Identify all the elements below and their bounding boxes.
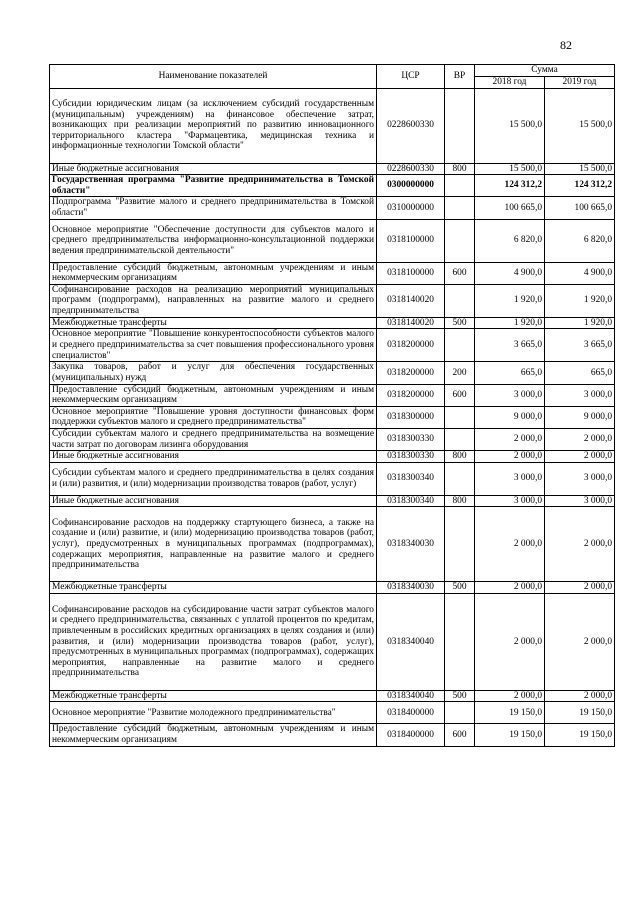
row-csr: 0228600330 bbox=[377, 163, 445, 175]
row-vr bbox=[445, 428, 475, 450]
row-name: Основное мероприятие "Повышение уровня доступности финансовых форм поддержки субъектов малого и среднего предпринимательства" bbox=[50, 406, 377, 428]
row-vr: 600 bbox=[445, 262, 475, 284]
row-sum-2019: 1 920,0 bbox=[545, 317, 615, 329]
table-row bbox=[50, 702, 615, 724]
row-vr: 500 bbox=[445, 317, 475, 329]
row-name: Субсидии субъектам малого и среднего предпринимательства на возмещение части затрат по договорам лизинга оборудования bbox=[50, 428, 377, 450]
row-name: Софинансирование расходов на поддержку стартующего бизнеса, а также на создание и (или) развитие, и (или) модернизацию производства товаров (работ, услуг), предусмотренных в муниципальных программах (подпрограммах), содержащих мероприятия, направленные на развитие малого и среднего предпринимательства bbox=[50, 507, 377, 582]
row-csr: 0310000000 bbox=[377, 197, 445, 219]
table-row bbox=[50, 507, 615, 582]
row-name: Межбюджетные трансферты bbox=[50, 582, 377, 594]
row-sum-2018: 19 150,0 bbox=[475, 702, 545, 724]
row-sum-2019: 3 000,0 bbox=[545, 384, 615, 406]
header-vr: ВР bbox=[445, 65, 475, 89]
row-name: Софинансирование расходов на субсидирование части затрат субъектов малого и среднего предпринимательства, связанных с уплатой процентов по кредитам, привлеченным в российских кредитных организациях в целях создания и (или) развития, и (или) модернизации производства товаров (работ, услуг), предусмотренных в муниципальных программах (подпрограммах), содержащих мероприятия, направленные на развитие малого и среднего предпринимательства bbox=[50, 593, 377, 690]
row-sum-2019: 665,0 bbox=[545, 362, 615, 384]
row-csr: 0318300330 bbox=[377, 428, 445, 450]
table-row bbox=[50, 362, 615, 384]
row-name: Иные бюджетные ассигнования bbox=[50, 495, 377, 507]
row-vr bbox=[445, 593, 475, 690]
row-csr: 0318400000 bbox=[377, 702, 445, 724]
row-sum-2019: 2 000,0 bbox=[545, 428, 615, 450]
row-csr: 0318200000 bbox=[377, 362, 445, 384]
table-row bbox=[50, 219, 615, 262]
row-csr: 0318300340 bbox=[377, 495, 445, 507]
row-name: Основное мероприятие "Развитие молодежного предпринимательства" bbox=[50, 702, 377, 724]
row-csr: 0318300000 bbox=[377, 406, 445, 428]
row-sum-2018: 9 000,0 bbox=[475, 406, 545, 428]
row-sum-2019: 2 000,0 bbox=[545, 593, 615, 690]
row-vr: 600 bbox=[445, 724, 475, 746]
row-sum-2019: 4 900,0 bbox=[545, 262, 615, 284]
row-vr bbox=[445, 462, 475, 495]
row-sum-2019: 6 820,0 bbox=[545, 219, 615, 262]
row-sum-2018: 2 000,0 bbox=[475, 593, 545, 690]
table-row bbox=[50, 582, 615, 594]
row-vr bbox=[445, 507, 475, 582]
row-sum-2019: 9 000,0 bbox=[545, 406, 615, 428]
row-name: Софинансирование расходов на реализацию мероприятий муниципальных программ (подпрограмм), направленных на развитие малого и среднего предпринимательства bbox=[50, 284, 377, 317]
row-csr: 0318340040 bbox=[377, 593, 445, 690]
row-sum-2018: 2 000,0 bbox=[475, 507, 545, 582]
table-row bbox=[50, 284, 615, 317]
row-name: Основное мероприятие "Обеспечение доступности для субъектов малого и среднего предпринимательства информационно-консультационной поддержки ведения предпринимательской деятельности" bbox=[50, 219, 377, 262]
row-sum-2018: 3 000,0 bbox=[475, 495, 545, 507]
row-vr bbox=[445, 329, 475, 362]
row-csr: 0318340030 bbox=[377, 582, 445, 594]
table-row bbox=[50, 329, 615, 362]
row-sum-2019: 19 150,0 bbox=[545, 702, 615, 724]
row-sum-2019: 3 000,0 bbox=[545, 495, 615, 507]
row-sum-2018: 15 500,0 bbox=[475, 88, 545, 163]
table-row bbox=[50, 593, 615, 690]
row-csr: 0318300330 bbox=[377, 451, 445, 463]
row-sum-2018: 19 150,0 bbox=[475, 724, 545, 746]
row-vr: 800 bbox=[445, 451, 475, 463]
row-csr: 0318140020 bbox=[377, 284, 445, 317]
row-sum-2018: 2 000,0 bbox=[475, 690, 545, 702]
header-csr: ЦСР bbox=[377, 65, 445, 89]
row-sum-2018: 2 000,0 bbox=[475, 428, 545, 450]
header-name: Наименование показателей bbox=[50, 65, 377, 89]
table-row bbox=[50, 462, 615, 495]
row-sum-2018: 100 665,0 bbox=[475, 197, 545, 219]
row-sum-2019: 19 150,0 bbox=[545, 724, 615, 746]
table-row bbox=[50, 262, 615, 284]
row-vr bbox=[445, 88, 475, 163]
budget-table bbox=[49, 64, 615, 747]
row-csr: 0318200000 bbox=[377, 329, 445, 362]
row-vr: 500 bbox=[445, 690, 475, 702]
row-sum-2018: 1 920,0 bbox=[475, 284, 545, 317]
row-sum-2019: 1 920,0 bbox=[545, 284, 615, 317]
row-csr: 0318340040 bbox=[377, 690, 445, 702]
table-row bbox=[50, 495, 615, 507]
row-name: Основное мероприятие "Повышение конкурентоспособности субъектов малого и среднего предпринимательства за счет повышения профессионального уровня специалистов" bbox=[50, 329, 377, 362]
row-vr: 600 bbox=[445, 384, 475, 406]
row-csr: 0318400000 bbox=[377, 724, 445, 746]
row-sum-2018: 4 900,0 bbox=[475, 262, 545, 284]
row-sum-2018: 1 920,0 bbox=[475, 317, 545, 329]
row-name: Иные бюджетные ассигнования bbox=[50, 163, 377, 175]
row-name: Иные бюджетные ассигнования bbox=[50, 451, 377, 463]
row-csr: 0318340030 bbox=[377, 507, 445, 582]
table-row bbox=[50, 317, 615, 329]
row-csr: 0318100000 bbox=[377, 219, 445, 262]
row-csr: 0318300340 bbox=[377, 462, 445, 495]
table-row bbox=[50, 384, 615, 406]
table-row bbox=[50, 406, 615, 428]
row-sum-2019: 2 000,0 bbox=[545, 451, 615, 463]
page-number: 82 bbox=[560, 38, 572, 52]
row-name: Государственная программа "Развитие предпринимательства в Томской области" bbox=[50, 175, 377, 197]
row-name: Субсидии юридическим лицам (за исключением субсидий государственным (муниципальным) учреждениям) на финансовое обеспечение затрат, возникающих при реализации мероприятий по развитию инновационного территориального кластера "Фармацевтика, медицинская техника и информационные технологии Томской области" bbox=[50, 88, 377, 163]
table-row bbox=[50, 451, 615, 463]
row-csr: 0228600330 bbox=[377, 88, 445, 163]
table-body bbox=[50, 88, 615, 746]
row-vr bbox=[445, 406, 475, 428]
row-name: Предоставление субсидий бюджетным, автономным учреждениям и иным некоммерческим организациям bbox=[50, 262, 377, 284]
table-row bbox=[50, 428, 615, 450]
row-vr: 500 bbox=[445, 582, 475, 594]
row-sum-2018: 6 820,0 bbox=[475, 219, 545, 262]
header-sum: Сумма bbox=[475, 65, 615, 77]
row-sum-2018: 665,0 bbox=[475, 362, 545, 384]
row-vr bbox=[445, 219, 475, 262]
row-sum-2018: 3 000,0 bbox=[475, 384, 545, 406]
row-sum-2019: 3 665,0 bbox=[545, 329, 615, 362]
row-sum-2018: 2 000,0 bbox=[475, 451, 545, 463]
row-vr bbox=[445, 175, 475, 197]
row-vr: 800 bbox=[445, 163, 475, 175]
row-name: Закупка товаров, работ и услуг для обеспечения государственных (муниципальных) нужд bbox=[50, 362, 377, 384]
row-sum-2018: 3 000,0 bbox=[475, 462, 545, 495]
row-sum-2018: 3 665,0 bbox=[475, 329, 545, 362]
row-csr: 0318200000 bbox=[377, 384, 445, 406]
row-csr: 0318140020 bbox=[377, 317, 445, 329]
row-name: Предоставление субсидий бюджетным, автономным учреждениям и иным некоммерческим организациям bbox=[50, 724, 377, 746]
row-name: Предоставление субсидий бюджетным, автономным учреждениям и иным некоммерческим организациям bbox=[50, 384, 377, 406]
row-sum-2019: 124 312,2 bbox=[545, 175, 615, 197]
row-name: Подпрограмма "Развитие малого и среднего предпринимательства в Томской области" bbox=[50, 197, 377, 219]
row-vr: 200 bbox=[445, 362, 475, 384]
row-vr bbox=[445, 702, 475, 724]
row-sum-2019: 2 000,0 bbox=[545, 582, 615, 594]
table-row bbox=[50, 88, 615, 163]
row-sum-2019: 15 500,0 bbox=[545, 88, 615, 163]
row-sum-2018: 2 000,0 bbox=[475, 582, 545, 594]
row-csr: 0300000000 bbox=[377, 175, 445, 197]
row-name: Субсидии субъектам малого и среднего предпринимательства в целях создания и (или) развития, и (или) модернизации производства товаров (работ, услуг) bbox=[50, 462, 377, 495]
row-vr bbox=[445, 197, 475, 219]
row-sum-2019: 2 000,0 bbox=[545, 690, 615, 702]
table-row bbox=[50, 163, 615, 175]
row-sum-2019: 100 665,0 bbox=[545, 197, 615, 219]
table-row bbox=[50, 197, 615, 219]
row-sum-2019: 3 000,0 bbox=[545, 462, 615, 495]
table-row bbox=[50, 724, 615, 746]
table-row bbox=[50, 690, 615, 702]
row-vr bbox=[445, 284, 475, 317]
header-year-2019: 2019 год bbox=[545, 77, 615, 89]
row-sum-2018: 124 312,2 bbox=[475, 175, 545, 197]
row-sum-2019: 15 500,0 bbox=[545, 163, 615, 175]
row-name: Межбюджетные трансферты bbox=[50, 690, 377, 702]
table-row bbox=[50, 175, 615, 197]
row-name: Межбюджетные трансферты bbox=[50, 317, 377, 329]
row-sum-2018: 15 500,0 bbox=[475, 163, 545, 175]
header-year-2018: 2018 год bbox=[475, 77, 545, 89]
row-csr: 0318100000 bbox=[377, 262, 445, 284]
row-sum-2019: 2 000,0 bbox=[545, 507, 615, 582]
row-vr: 800 bbox=[445, 495, 475, 507]
